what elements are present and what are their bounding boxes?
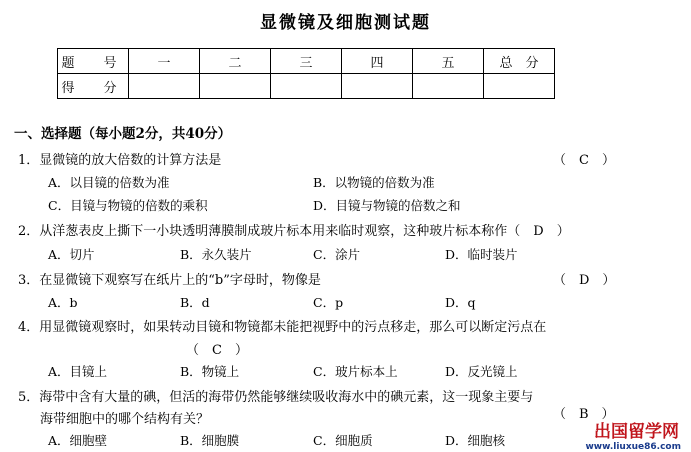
watermark-url: www.liuxue86.com — [585, 442, 681, 452]
question-2-option-b: B．永久装片 — [180, 247, 252, 262]
score-row-label: 得 分 — [58, 74, 129, 99]
score-cell[interactable] — [271, 74, 342, 99]
question-3-option-b: B．d — [180, 295, 210, 310]
question-3-option-a: A．b — [48, 295, 78, 310]
question-2-option-a: A．切片 — [48, 247, 95, 262]
question-2-text: 2．从洋葱表皮上撕下一小块透明薄膜制成玻片标本用来临时观察，这种玻片标本称作（ D ） — [18, 224, 570, 239]
question-2-option-d: D．临时装片 — [445, 247, 518, 262]
question-4-option-d: D．反光镜上 — [445, 364, 518, 379]
question-5-option-d: D．细胞核 — [445, 433, 506, 448]
question-1-answer: （ C ） — [553, 153, 615, 168]
question-4-answer: （ C ） — [186, 343, 248, 358]
score-table-header-cell: 五 — [413, 49, 484, 74]
question-4-option-b: B．物镜上 — [180, 364, 240, 379]
question-5-option-a: A．细胞壁 — [48, 433, 108, 448]
question-4-option-a: A．目镜上 — [48, 364, 108, 379]
score-cell[interactable] — [200, 74, 271, 99]
question-3-answer: （ D ） — [553, 273, 616, 288]
watermark-brand: 出国留学网 — [594, 422, 679, 442]
score-table-header-cell: 一 — [129, 49, 200, 74]
question-2-option-c: C．涂片 — [313, 247, 361, 262]
question-3-text: 3．在显微镜下观察写在纸片上的“b”字母时，物像是 — [18, 273, 321, 288]
question-5-text: 5．海带中含有大量的碘，但活的海带仍然能够继续吸收海水中的碘元素，这一现象主要与 — [18, 390, 534, 405]
question-3-option-d: D．q — [445, 295, 476, 310]
score-table-header-cell: 三 — [271, 49, 342, 74]
question-5-option-c: C．细胞质 — [313, 433, 373, 448]
score-table-header-row — [58, 49, 555, 74]
question-1-option-d: D．目镜与物镜的倍数之和 — [313, 198, 461, 213]
section-heading: 一、选择题（每小题2分，共40分） — [14, 126, 232, 142]
question-1-option-c: C．目镜与物镜的倍数的乘积 — [48, 198, 208, 213]
question-3-option-c: C．p — [313, 295, 344, 310]
question-1-option-a: A．以目镜的倍数为准 — [48, 175, 170, 190]
question-1-text: 1．显微镜的放大倍数的计算方法是 — [18, 153, 222, 168]
score-table-score-row — [58, 74, 555, 99]
score-table-header-cell: 二 — [200, 49, 271, 74]
question-5-option-b: B．细胞膜 — [180, 433, 240, 448]
score-cell[interactable] — [413, 74, 484, 99]
score-cell[interactable] — [342, 74, 413, 99]
score-table — [57, 48, 555, 99]
question-4-option-c: C．玻片标本上 — [313, 364, 398, 379]
score-table-header-cell: 总 分 — [484, 49, 555, 74]
question-5-answer: （ B ） — [553, 407, 615, 422]
score-table-header-cell: 题 号 — [58, 49, 129, 74]
score-table-header-cell: 四 — [342, 49, 413, 74]
question-1-option-b: B．以物镜的倍数为准 — [313, 175, 435, 190]
page-title: 显微镜及细胞测试题 — [260, 13, 431, 33]
question-4-text: 4．用显微镜观察时，如果转动目镜和物镜都未能把视野中的污点移走，那么可以断定污点在 — [18, 320, 547, 335]
score-cell[interactable] — [129, 74, 200, 99]
score-cell[interactable] — [484, 74, 555, 99]
question-5-text-line2: 海带细胞中的哪个结构有关？ — [40, 412, 210, 427]
